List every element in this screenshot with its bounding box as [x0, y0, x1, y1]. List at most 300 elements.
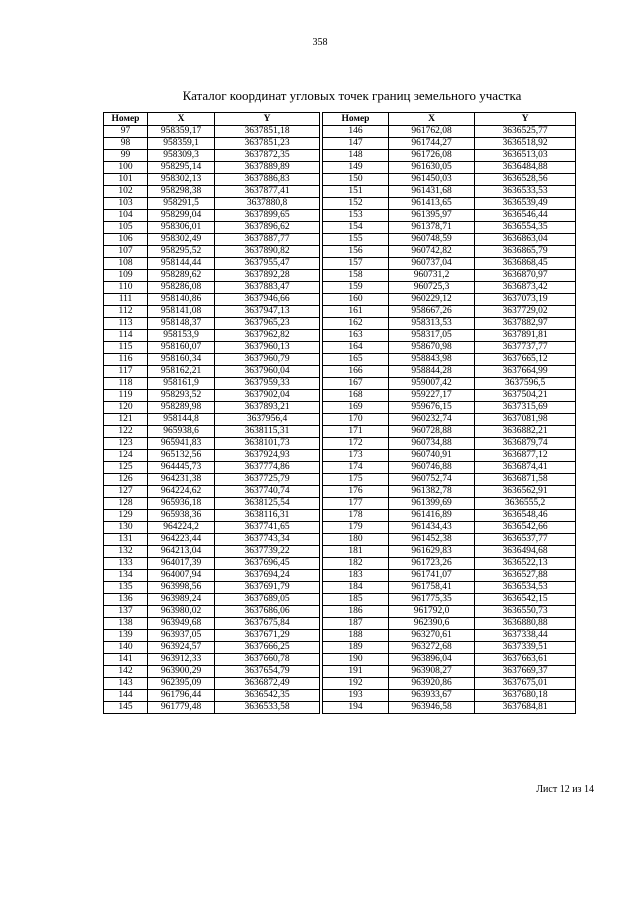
y-coordinate-cell: 3637675,01: [475, 678, 576, 690]
table-row: [104, 330, 320, 342]
table-row: [104, 402, 320, 414]
point-number-cell: 185: [323, 594, 389, 606]
x-coordinate-cell: 963937,05: [148, 630, 215, 642]
x-coordinate-cell: 963920,86: [389, 678, 475, 690]
x-coordinate-cell: 963900,29: [148, 666, 215, 678]
x-coordinate-cell: 958295,52: [148, 246, 215, 258]
table-row: [104, 642, 320, 654]
y-coordinate-cell: 3637666,25: [215, 642, 320, 654]
y-coordinate-cell: 3637339,51: [475, 642, 576, 654]
point-number-cell: 104: [104, 210, 148, 222]
point-number-cell: 115: [104, 342, 148, 354]
x-coordinate-cell: 958291,5: [148, 198, 215, 210]
y-coordinate-cell: 3637896,62: [215, 222, 320, 234]
table-row: [323, 498, 576, 510]
point-number-cell: 146: [323, 126, 389, 138]
x-coordinate-cell: 963270,61: [389, 630, 475, 642]
table-row: [323, 606, 576, 618]
table-row: [104, 282, 320, 294]
point-number-cell: 117: [104, 366, 148, 378]
y-coordinate-cell: 3637680,18: [475, 690, 576, 702]
table-row: [104, 474, 320, 486]
x-coordinate-cell: 961434,43: [389, 522, 475, 534]
table-row: [104, 498, 320, 510]
y-coordinate-cell: 3636880,88: [475, 618, 576, 630]
y-coordinate-cell: 3636513,03: [475, 150, 576, 162]
table-row: [104, 522, 320, 534]
point-number-cell: 112: [104, 306, 148, 318]
point-number-cell: 106: [104, 234, 148, 246]
point-number-cell: 128: [104, 498, 148, 510]
x-coordinate-cell: 965941,83: [148, 438, 215, 450]
x-coordinate-cell: 961779,48: [148, 702, 215, 714]
y-coordinate-cell: 3637696,45: [215, 558, 320, 570]
y-coordinate-cell: 3636863,04: [475, 234, 576, 246]
y-coordinate-cell: 3637774,86: [215, 462, 320, 474]
point-number-cell: 110: [104, 282, 148, 294]
point-number-cell: 147: [323, 138, 389, 150]
y-coordinate-cell: 3637737,77: [475, 342, 576, 354]
y-coordinate-cell: 3637890,82: [215, 246, 320, 258]
point-number-cell: 145: [104, 702, 148, 714]
table-row: [323, 186, 576, 198]
point-number-cell: 171: [323, 426, 389, 438]
y-coordinate-cell: 3637955,47: [215, 258, 320, 270]
y-coordinate-cell: 3637872,35: [215, 150, 320, 162]
y-coordinate-cell: 3636882,21: [475, 426, 576, 438]
table-row: [104, 534, 320, 546]
x-coordinate-cell: 958843,98: [389, 354, 475, 366]
y-coordinate-cell: 3636554,35: [475, 222, 576, 234]
x-coordinate-cell: 963908,27: [389, 666, 475, 678]
table-row: [323, 258, 576, 270]
point-number-cell: 151: [323, 186, 389, 198]
x-coordinate-cell: 962395,09: [148, 678, 215, 690]
point-number-cell: 99: [104, 150, 148, 162]
y-coordinate-cell: 3636873,42: [475, 282, 576, 294]
point-number-cell: 164: [323, 342, 389, 354]
point-number-cell: 119: [104, 390, 148, 402]
table-row: [104, 486, 320, 498]
point-number-cell: 187: [323, 618, 389, 630]
table-row: [104, 342, 320, 354]
x-coordinate-cell: 963933,67: [389, 690, 475, 702]
x-coordinate-cell: 962390,6: [389, 618, 475, 630]
x-coordinate-cell: 958317,05: [389, 330, 475, 342]
column-header-x: X: [389, 113, 475, 126]
y-coordinate-cell: 3637962,82: [215, 330, 320, 342]
y-coordinate-cell: 3637739,22: [215, 546, 320, 558]
y-coordinate-cell: 3637960,13: [215, 342, 320, 354]
y-coordinate-cell: 3637665,12: [475, 354, 576, 366]
x-coordinate-cell: 960737,04: [389, 258, 475, 270]
table-row: [323, 522, 576, 534]
x-coordinate-cell: 958161,9: [148, 378, 215, 390]
table-row: [104, 450, 320, 462]
y-coordinate-cell: 3636534,53: [475, 582, 576, 594]
table-row: [104, 162, 320, 174]
y-coordinate-cell: 3636871,58: [475, 474, 576, 486]
y-coordinate-cell: 3636484,88: [475, 162, 576, 174]
point-number-cell: 181: [323, 546, 389, 558]
point-number-cell: 148: [323, 150, 389, 162]
x-coordinate-cell: 963924,57: [148, 642, 215, 654]
x-coordinate-cell: 961744,27: [389, 138, 475, 150]
x-coordinate-cell: 958293,52: [148, 390, 215, 402]
point-number-cell: 155: [323, 234, 389, 246]
table-row: [323, 630, 576, 642]
y-coordinate-cell: 3637689,05: [215, 594, 320, 606]
x-coordinate-cell: 958286,08: [148, 282, 215, 294]
table-row: [323, 246, 576, 258]
x-coordinate-cell: 963946,58: [389, 702, 475, 714]
table-row: [104, 666, 320, 678]
x-coordinate-cell: 958309,3: [148, 150, 215, 162]
x-coordinate-cell: 960742,82: [389, 246, 475, 258]
point-number-cell: 179: [323, 522, 389, 534]
x-coordinate-cell: 963912,33: [148, 654, 215, 666]
table-row: [104, 294, 320, 306]
x-coordinate-cell: 961629,83: [389, 546, 475, 558]
y-coordinate-cell: 3636872,49: [215, 678, 320, 690]
x-coordinate-cell: 961382,78: [389, 486, 475, 498]
y-coordinate-cell: 3637887,77: [215, 234, 320, 246]
point-number-cell: 122: [104, 426, 148, 438]
point-number-cell: 108: [104, 258, 148, 270]
y-coordinate-cell: 3636494,68: [475, 546, 576, 558]
x-coordinate-cell: 959676,15: [389, 402, 475, 414]
y-coordinate-cell: 3637899,65: [215, 210, 320, 222]
point-number-cell: 180: [323, 534, 389, 546]
x-coordinate-cell: 959007,42: [389, 378, 475, 390]
x-coordinate-cell: 963980,02: [148, 606, 215, 618]
table-row: [323, 366, 576, 378]
point-number-cell: 132: [104, 546, 148, 558]
table-row: [104, 318, 320, 330]
x-coordinate-cell: 961416,89: [389, 510, 475, 522]
y-coordinate-cell: 3636542,35: [215, 690, 320, 702]
x-coordinate-cell: 961726,08: [389, 150, 475, 162]
y-coordinate-cell: 3637675,84: [215, 618, 320, 630]
x-coordinate-cell: 961796,44: [148, 690, 215, 702]
y-coordinate-cell: 3636537,77: [475, 534, 576, 546]
point-number-cell: 166: [323, 366, 389, 378]
table-row: [104, 210, 320, 222]
coordinates-table-right: [322, 112, 576, 714]
point-number-cell: 123: [104, 438, 148, 450]
x-coordinate-cell: 958144,8: [148, 414, 215, 426]
point-number-cell: 102: [104, 186, 148, 198]
table-row: [104, 198, 320, 210]
table-row: [323, 294, 576, 306]
x-coordinate-cell: 960734,88: [389, 438, 475, 450]
table-row: [104, 186, 320, 198]
point-number-cell: 114: [104, 330, 148, 342]
table-row: [323, 426, 576, 438]
x-coordinate-cell: 961413,65: [389, 198, 475, 210]
point-number-cell: 162: [323, 318, 389, 330]
table-row: [104, 582, 320, 594]
y-coordinate-cell: 3637960,04: [215, 366, 320, 378]
x-coordinate-cell: 958153,9: [148, 330, 215, 342]
x-coordinate-cell: 958667,26: [389, 306, 475, 318]
y-coordinate-cell: 3637880,8: [215, 198, 320, 210]
point-number-cell: 124: [104, 450, 148, 462]
table-row: [323, 642, 576, 654]
point-number-cell: 173: [323, 450, 389, 462]
table-row: [323, 222, 576, 234]
point-number-cell: 191: [323, 666, 389, 678]
x-coordinate-cell: 964007,94: [148, 570, 215, 582]
y-coordinate-cell: 3638125,54: [215, 498, 320, 510]
table-row: [104, 258, 320, 270]
point-number-cell: 118: [104, 378, 148, 390]
point-number-cell: 134: [104, 570, 148, 582]
point-number-cell: 135: [104, 582, 148, 594]
table-row: [104, 246, 320, 258]
y-coordinate-cell: 3637596,5: [475, 378, 576, 390]
point-number-cell: 174: [323, 462, 389, 474]
table-row: [323, 414, 576, 426]
y-coordinate-cell: 3636528,56: [475, 174, 576, 186]
point-number-cell: 159: [323, 282, 389, 294]
point-number-cell: 178: [323, 510, 389, 522]
x-coordinate-cell: 960746,88: [389, 462, 475, 474]
catalog-title: Каталог координат угловых точек границ земельного участка: [182, 88, 522, 103]
column-header-number: Номер: [104, 113, 148, 126]
x-coordinate-cell: 961378,71: [389, 222, 475, 234]
point-number-cell: 142: [104, 666, 148, 678]
x-coordinate-cell: 963989,24: [148, 594, 215, 606]
x-coordinate-cell: 958160,34: [148, 354, 215, 366]
point-number-cell: 97: [104, 126, 148, 138]
table-row: [323, 138, 576, 150]
y-coordinate-cell: 3638116,31: [215, 510, 320, 522]
y-coordinate-cell: 3636525,77: [475, 126, 576, 138]
y-coordinate-cell: 3636865,79: [475, 246, 576, 258]
table-row: [323, 438, 576, 450]
point-number-cell: 127: [104, 486, 148, 498]
table-row: [104, 702, 320, 714]
x-coordinate-cell: 965938,36: [148, 510, 215, 522]
point-number-cell: 153: [323, 210, 389, 222]
point-number-cell: 192: [323, 678, 389, 690]
y-coordinate-cell: 3636542,15: [475, 594, 576, 606]
y-coordinate-cell: 3637504,21: [475, 390, 576, 402]
point-number-cell: 141: [104, 654, 148, 666]
table-header-row: [323, 113, 576, 126]
table-row: [104, 570, 320, 582]
point-number-cell: 182: [323, 558, 389, 570]
point-number-cell: 107: [104, 246, 148, 258]
table-row: [323, 354, 576, 366]
y-coordinate-cell: 3637886,83: [215, 174, 320, 186]
table-row: [104, 306, 320, 318]
y-coordinate-cell: 3637965,23: [215, 318, 320, 330]
y-coordinate-cell: 3637893,21: [215, 402, 320, 414]
x-coordinate-cell: 961399,69: [389, 498, 475, 510]
table-row: [104, 138, 320, 150]
point-number-cell: 167: [323, 378, 389, 390]
table-row: [323, 618, 576, 630]
column-header-number: Номер: [323, 113, 389, 126]
x-coordinate-cell: 964017,39: [148, 558, 215, 570]
y-coordinate-cell: 3637946,66: [215, 294, 320, 306]
x-coordinate-cell: 958302,49: [148, 234, 215, 246]
y-coordinate-cell: 3637902,04: [215, 390, 320, 402]
y-coordinate-cell: 3637654,79: [215, 666, 320, 678]
table-row: [323, 342, 576, 354]
table-row: [104, 690, 320, 702]
x-coordinate-cell: 958844,28: [389, 366, 475, 378]
table-row: [323, 546, 576, 558]
point-number-cell: 133: [104, 558, 148, 570]
point-number-cell: 131: [104, 534, 148, 546]
x-coordinate-cell: 964231,38: [148, 474, 215, 486]
y-coordinate-cell: 3637851,18: [215, 126, 320, 138]
x-coordinate-cell: 958148,37: [148, 318, 215, 330]
x-coordinate-cell: 961723,26: [389, 558, 475, 570]
point-number-cell: 138: [104, 618, 148, 630]
point-number-cell: 163: [323, 330, 389, 342]
x-coordinate-cell: 963949,68: [148, 618, 215, 630]
y-coordinate-cell: 3636874,41: [475, 462, 576, 474]
y-coordinate-cell: 3637960,79: [215, 354, 320, 366]
y-coordinate-cell: 3637947,13: [215, 306, 320, 318]
x-coordinate-cell: 964223,44: [148, 534, 215, 546]
y-coordinate-cell: 3638115,31: [215, 426, 320, 438]
y-coordinate-cell: 3636542,66: [475, 522, 576, 534]
table-row: [104, 630, 320, 642]
coordinates-table-left: [103, 112, 320, 714]
y-coordinate-cell: 3637892,28: [215, 270, 320, 282]
point-number-cell: 111: [104, 294, 148, 306]
y-coordinate-cell: 3636546,44: [475, 210, 576, 222]
y-coordinate-cell: 3637959,33: [215, 378, 320, 390]
point-number-cell: 103: [104, 198, 148, 210]
point-number-cell: 130: [104, 522, 148, 534]
page-number: 358: [312, 37, 328, 48]
x-coordinate-cell: 961630,05: [389, 162, 475, 174]
table-row: [323, 474, 576, 486]
point-number-cell: 188: [323, 630, 389, 642]
table-row: [323, 666, 576, 678]
point-number-cell: 156: [323, 246, 389, 258]
y-coordinate-cell: 3637956,4: [215, 414, 320, 426]
table-row: [323, 582, 576, 594]
point-number-cell: 157: [323, 258, 389, 270]
x-coordinate-cell: 958359,17: [148, 126, 215, 138]
y-coordinate-cell: 3637664,99: [475, 366, 576, 378]
table-row: [104, 594, 320, 606]
x-coordinate-cell: 958289,62: [148, 270, 215, 282]
x-coordinate-cell: 961758,41: [389, 582, 475, 594]
x-coordinate-cell: 958299,04: [148, 210, 215, 222]
x-coordinate-cell: 964213,04: [148, 546, 215, 558]
y-coordinate-cell: 3637315,69: [475, 402, 576, 414]
y-coordinate-cell: 3638101,73: [215, 438, 320, 450]
table-row: [323, 462, 576, 474]
table-row: [104, 222, 320, 234]
x-coordinate-cell: 958670,98: [389, 342, 475, 354]
table-row: [323, 570, 576, 582]
table-row: [104, 546, 320, 558]
point-number-cell: 144: [104, 690, 148, 702]
table-row: [104, 174, 320, 186]
x-coordinate-cell: 961450,03: [389, 174, 475, 186]
table-row: [323, 150, 576, 162]
x-coordinate-cell: 958289,98: [148, 402, 215, 414]
x-coordinate-cell: 964224,62: [148, 486, 215, 498]
y-coordinate-cell: 3637338,44: [475, 630, 576, 642]
table-row: [104, 270, 320, 282]
y-coordinate-cell: 3637686,06: [215, 606, 320, 618]
table-row: [323, 594, 576, 606]
table-row: [104, 426, 320, 438]
y-coordinate-cell: 3636555,2: [475, 498, 576, 510]
table-row: [104, 366, 320, 378]
x-coordinate-cell: 958160,07: [148, 342, 215, 354]
table-row: [323, 390, 576, 402]
x-coordinate-cell: 958302,13: [148, 174, 215, 186]
table-row: [323, 210, 576, 222]
point-number-cell: 105: [104, 222, 148, 234]
y-coordinate-cell: 3636562,91: [475, 486, 576, 498]
point-number-cell: 136: [104, 594, 148, 606]
y-coordinate-cell: 3637891,81: [475, 330, 576, 342]
table-row: [104, 126, 320, 138]
x-coordinate-cell: 961792,0: [389, 606, 475, 618]
y-coordinate-cell: 3636527,88: [475, 570, 576, 582]
point-number-cell: 140: [104, 642, 148, 654]
point-number-cell: 189: [323, 642, 389, 654]
column-header-y: Y: [215, 113, 320, 126]
y-coordinate-cell: 3637882,97: [475, 318, 576, 330]
point-number-cell: 98: [104, 138, 148, 150]
point-number-cell: 168: [323, 390, 389, 402]
point-number-cell: 158: [323, 270, 389, 282]
x-coordinate-cell: 958359,1: [148, 138, 215, 150]
y-coordinate-cell: 3637740,74: [215, 486, 320, 498]
y-coordinate-cell: 3636518,92: [475, 138, 576, 150]
y-coordinate-cell: 3637889,89: [215, 162, 320, 174]
y-coordinate-cell: 3636533,53: [475, 186, 576, 198]
point-number-cell: 160: [323, 294, 389, 306]
x-coordinate-cell: 960748,59: [389, 234, 475, 246]
x-coordinate-cell: 961775,35: [389, 594, 475, 606]
y-coordinate-cell: 3637729,02: [475, 306, 576, 318]
x-coordinate-cell: 961452,38: [389, 534, 475, 546]
point-number-cell: 100: [104, 162, 148, 174]
y-coordinate-cell: 3636533,58: [215, 702, 320, 714]
x-coordinate-cell: 958141,08: [148, 306, 215, 318]
point-number-cell: 177: [323, 498, 389, 510]
table-header-row: [104, 113, 320, 126]
y-coordinate-cell: 3637741,65: [215, 522, 320, 534]
point-number-cell: 125: [104, 462, 148, 474]
column-header-x: X: [148, 113, 215, 126]
point-number-cell: 109: [104, 270, 148, 282]
table-row: [323, 690, 576, 702]
table-row: [323, 270, 576, 282]
point-number-cell: 154: [323, 222, 389, 234]
table-row: [323, 534, 576, 546]
x-coordinate-cell: 960229,12: [389, 294, 475, 306]
x-coordinate-cell: 959227,17: [389, 390, 475, 402]
column-header-y: Y: [475, 113, 576, 126]
table-row: [323, 702, 576, 714]
x-coordinate-cell: 964445,73: [148, 462, 215, 474]
